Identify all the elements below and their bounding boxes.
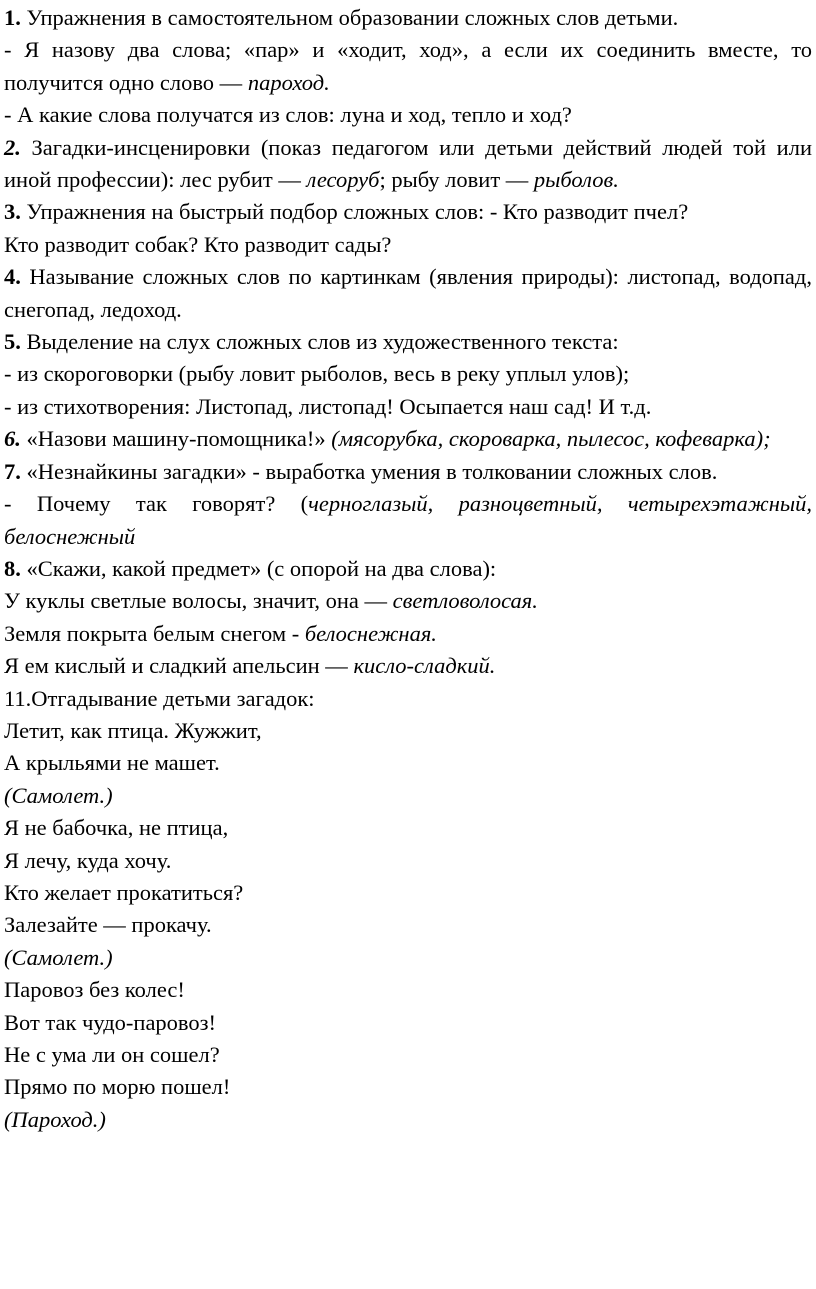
riddle-answer-text: (Пароход.)	[4, 1106, 106, 1132]
item-number: 6.	[4, 426, 21, 452]
riddle-text: Летит, как птица. Жужжит,	[4, 717, 262, 743]
item-text: Упражнения в самостоятельном образовании сложных слов детьми.	[20, 5, 679, 30]
riddle-line	[4, 812, 812, 844]
riddle-line	[4, 715, 812, 747]
item-text: «Скажи, какой предмет» (с опорой на два слова):	[20, 555, 497, 581]
riddle-text: Не с ума ли он сошел?	[4, 1042, 220, 1067]
item-3-questions	[4, 229, 812, 261]
item-1	[4, 2, 812, 34]
item-11-heading	[4, 683, 812, 715]
item-8-example-2	[4, 618, 812, 650]
riddle-text: Я лечу, куда хочу.	[4, 847, 172, 873]
riddle-line	[4, 1071, 812, 1103]
example-text: У куклы светлые волосы, значит, она —	[4, 588, 393, 614]
item-5-line-2	[4, 358, 812, 390]
item-2	[4, 132, 812, 197]
item-text: Выделение на слух сложных слов из художественного текста:	[20, 329, 619, 355]
item-text: Называние сложных слов по картинкам (явления природы): листопад, водопад, снегопад, ледоход.	[4, 264, 812, 322]
answer-word: лесоруб	[306, 167, 380, 193]
answer-word: рыболов.	[533, 167, 619, 193]
item-4	[4, 261, 812, 326]
riddle-line	[4, 1039, 812, 1071]
riddle-text: Прямо по морю пошел!	[4, 1074, 231, 1100]
riddle-text: Вот так чудо-паровоз!	[4, 1009, 217, 1035]
item-text: Упражнения на быстрый подбор сложных слов: - Кто разводит пчел?	[20, 199, 689, 225]
answer-word: белоснежная.	[304, 620, 437, 646]
item-number: 1.	[4, 5, 21, 30]
question-text: - Почему так говорят? (	[4, 491, 309, 517]
item-text: - из скороговорки (рыбу ловит рыболов, весь в реку уплыл улов);	[4, 361, 630, 387]
item-text: ; рыбу ловит —	[379, 167, 534, 193]
item-7	[4, 456, 812, 488]
item-3	[4, 196, 812, 228]
riddle-text: Залезайте — прокачу.	[4, 912, 212, 938]
item-number: 8.	[4, 555, 21, 581]
item-6	[4, 423, 812, 455]
example-text: Земля покрыта белым снегом -	[4, 620, 305, 646]
riddle-text: А крыльями не машет.	[4, 750, 220, 776]
answer-word: кисло-сладкий.	[353, 653, 496, 679]
item-text: 11.Отгадывание детьми загадок:	[4, 685, 315, 711]
answer-words: (мясорубка, скороварка, пылесос, кофеварка);	[331, 426, 771, 452]
question-text: Кто разводит собак? Кто разводит сады?	[4, 231, 392, 257]
item-8-example-1	[4, 585, 812, 617]
answer-word: пароход.	[247, 69, 330, 95]
item-1-question	[4, 99, 812, 131]
answer-word: светловолосая.	[392, 588, 538, 614]
item-number: 2.	[4, 134, 21, 160]
riddle-text: Кто желает прокатиться?	[4, 879, 244, 905]
riddle-answer	[4, 942, 812, 974]
riddle-answer	[4, 1104, 812, 1136]
riddle-line	[4, 1007, 812, 1039]
answer-words: черноглазый, разноцветный, четырехэтажный, белоснежный	[4, 491, 812, 549]
item-number: 5.	[4, 329, 21, 355]
riddle-answer-text: (Самолет.)	[4, 944, 113, 970]
riddle-line	[4, 877, 812, 909]
item-8-example-3	[4, 650, 812, 682]
item-number: 4.	[4, 264, 21, 290]
item-5-line-3	[4, 391, 812, 423]
item-5	[4, 326, 812, 358]
riddle-answer	[4, 780, 812, 812]
item-number: 3.	[4, 199, 21, 225]
item-number: 7.	[4, 458, 21, 484]
item-7-question	[4, 488, 812, 553]
question-text: - А какие слова получатся из слов: луна и ход, тепло и ход?	[4, 102, 572, 128]
item-text: «Назови машину-помощника!»	[20, 426, 332, 452]
example-text: Я ем кислый и сладкий апельсин —	[4, 653, 354, 679]
item-text: «Незнайкины загадки» - выработка умения в толковании сложных слов.	[20, 458, 718, 484]
riddle-answer-text: (Самолет.)	[4, 782, 113, 808]
riddle-line	[4, 747, 812, 779]
item-8	[4, 553, 812, 585]
riddle-line	[4, 845, 812, 877]
item-1-example	[4, 34, 812, 99]
item-text: Загадки-инсценировки (показ педагогом или детьми действий людей той или иной профессии): лес рубит —	[4, 134, 812, 193]
item-text: - из стихотворения: Листопад, листопад! Осыпается наш сад! И т.д.	[4, 393, 652, 419]
riddle-line	[4, 974, 812, 1006]
riddle-text: Я не бабочка, не птица,	[4, 815, 229, 841]
riddle-text: Паровоз без колес!	[4, 977, 185, 1003]
example-text: - Я назову два слова; «пар» и «ходит, ход», а если их соединить вместе, то получится одно слово —	[4, 37, 812, 95]
riddle-line	[4, 909, 812, 941]
